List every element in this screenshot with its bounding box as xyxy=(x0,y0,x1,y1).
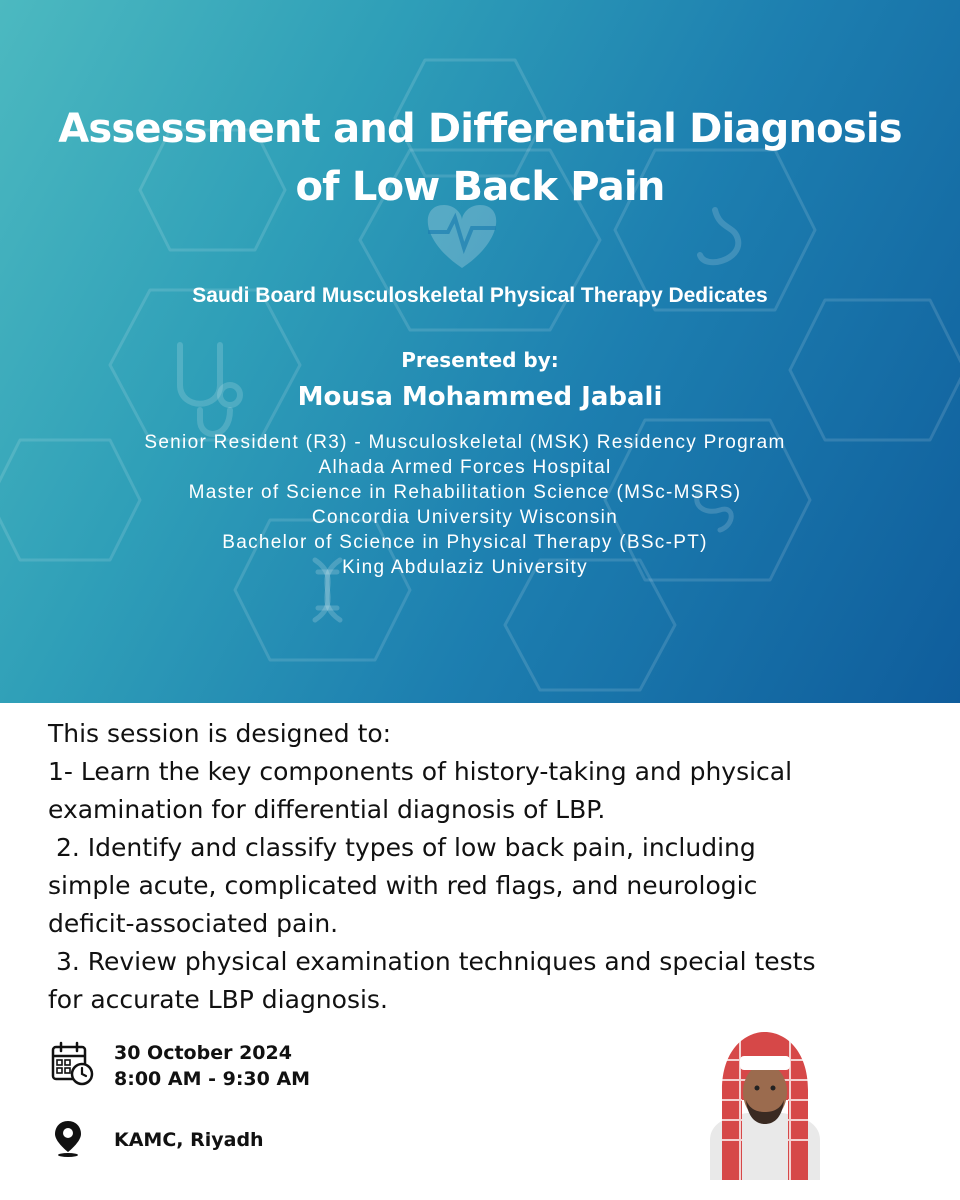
page-title xyxy=(0,100,960,216)
credential-line: Senior Resident (R3) - Musculoskeletal (MSK) Residency Program xyxy=(144,432,786,453)
credential-line: Bachelor of Science in Physical Therapy (BSc-PT) xyxy=(222,532,708,553)
event-date: 30 October 2024 xyxy=(114,1042,292,1064)
session-objective-line: 2. Identify and classify types of low back pain, including xyxy=(48,833,756,862)
credential-line: Concordia University Wisconsin xyxy=(311,507,619,528)
session-objectives xyxy=(48,715,928,1019)
title-line-1: Assessment and Differential Diagnosis xyxy=(58,106,902,152)
presenter-credentials xyxy=(0,430,930,580)
presented-by-label: Presented by: xyxy=(401,348,559,372)
session-objective-line: 1- Learn the key components of history-taking and physical xyxy=(48,757,793,786)
credential-line: Master of Science in Rehabilitation Science (MSc-MSRS) xyxy=(188,482,742,503)
session-objective-line: deficit-associated pain. xyxy=(48,909,339,938)
credential-line: King Abdulaziz University xyxy=(342,557,588,578)
session-objective-line: simple acute, complicated with red flags, and neurologic xyxy=(48,871,758,900)
credential-line: Alhada Armed Forces Hospital xyxy=(318,457,612,478)
calendar-clock-icon xyxy=(50,1040,94,1086)
presenter-name: Mousa Mohammed Jabali xyxy=(297,382,663,412)
event-time: 8:00 AM - 9:30 AM xyxy=(114,1068,311,1090)
presenter-photo xyxy=(700,1020,830,1180)
session-objective-line: for accurate LBP diagnosis. xyxy=(48,985,388,1014)
event-location: KAMC, Riyadh xyxy=(114,1129,264,1151)
location-pin-icon xyxy=(50,1118,86,1158)
stomach-icon xyxy=(700,210,738,262)
title-line-2: of Low Back Pain xyxy=(295,164,665,210)
subtitle: Saudi Board Musculoskeletal Physical Therapy Dedicates xyxy=(192,284,768,307)
session-objective-line: examination for differential diagnosis of LBP. xyxy=(48,795,606,824)
session-intro: This session is designed to: xyxy=(48,719,392,748)
presenter-avatar xyxy=(700,1020,830,1180)
session-objective-line: 3. Review physical examination techniques and special tests xyxy=(48,947,816,976)
